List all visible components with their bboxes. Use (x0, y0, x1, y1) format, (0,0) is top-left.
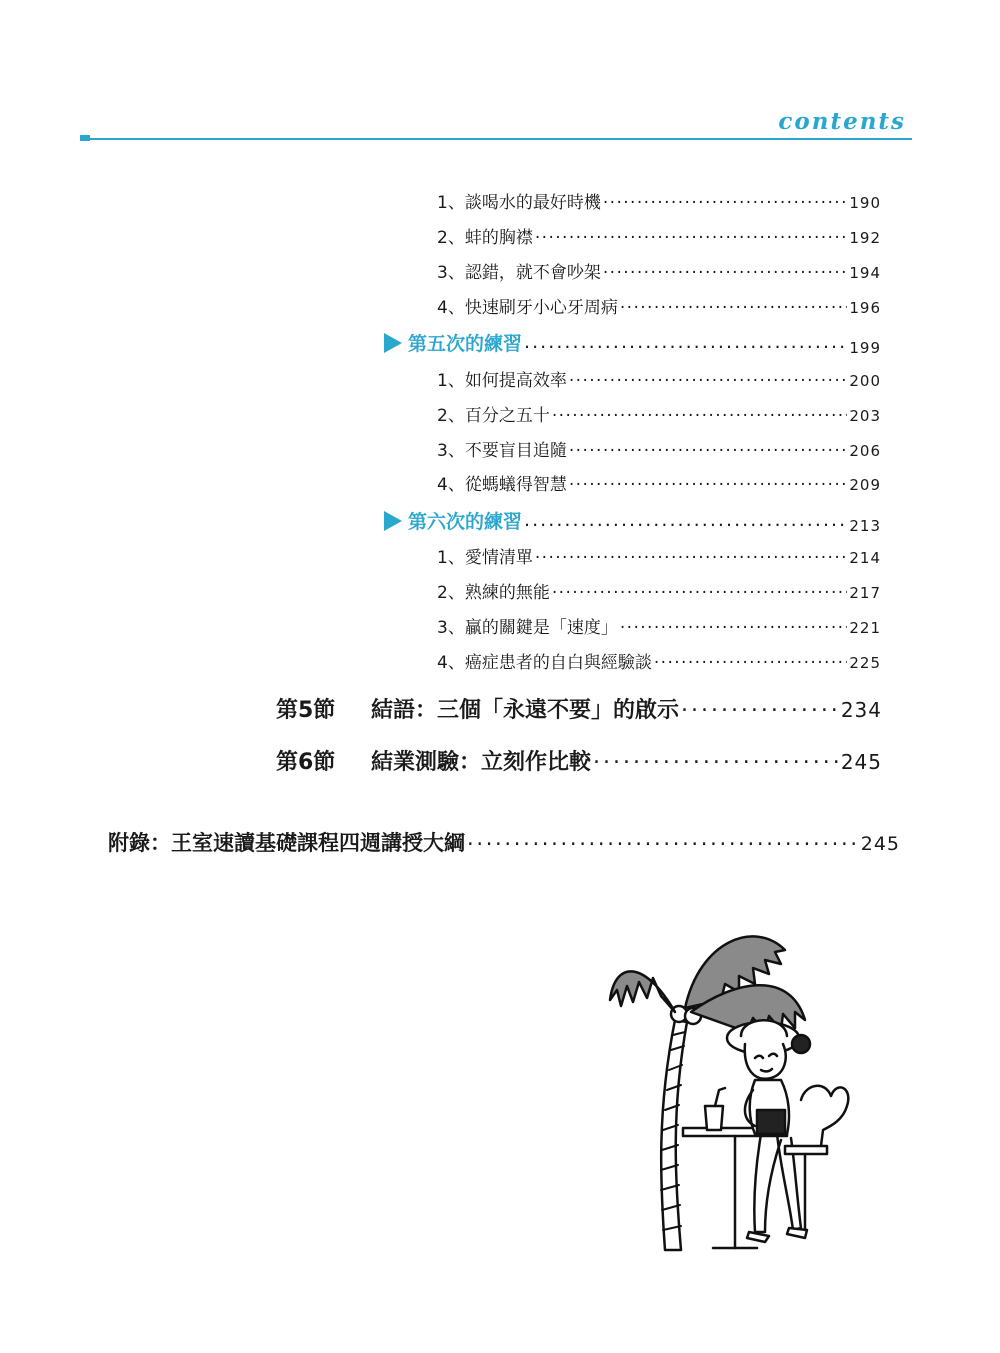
toc-section-page: 213 (849, 516, 881, 535)
dot-leader (535, 546, 848, 563)
toc-chapter-number: 第6節 (276, 750, 336, 775)
dot-leader (593, 747, 839, 769)
toc-entry (437, 366, 881, 391)
dot-leader (603, 191, 848, 208)
toc-entry-page: 206 (849, 442, 881, 460)
dot-leader (569, 439, 848, 456)
toc-entry-page: 203 (849, 407, 881, 425)
dot-leader (681, 695, 839, 717)
triangle-bullet-icon (384, 511, 402, 531)
toc-entry-label: 1、愛情清單 (437, 548, 533, 568)
toc-appendix-page: 245 (860, 833, 900, 855)
toc-entry-label: 2、熟練的無能 (437, 583, 550, 603)
toc-entry-label: 4、從螞蟻得智慧 (437, 475, 567, 495)
dot-leader (603, 261, 848, 278)
toc-chapter-number: 第5節 (276, 698, 336, 723)
dot-leader (552, 581, 848, 598)
toc-entry (437, 258, 881, 283)
toc-entry-page: 200 (849, 372, 881, 390)
dot-leader (535, 226, 848, 243)
toc-entry-label: 1、如何提高效率 (437, 371, 567, 391)
dot-leader (620, 616, 848, 633)
toc-entry-page: 209 (849, 476, 881, 494)
dot-leader (569, 369, 848, 386)
dot-leader (467, 829, 859, 850)
dot-leader (654, 651, 848, 668)
toc-entry-label: 2、蚌的胸襟 (437, 228, 533, 248)
dot-leader (552, 404, 848, 421)
toc-entry (437, 578, 881, 603)
toc-entry-page: 194 (849, 264, 881, 282)
toc-entry-page: 221 (849, 619, 881, 637)
toc-entry (437, 401, 881, 426)
toc-chapter-page: 245 (840, 750, 882, 774)
toc-section (384, 507, 881, 535)
toc-entry-page: 196 (849, 299, 881, 317)
toc-section-page: 199 (849, 338, 881, 357)
toc-entry (437, 543, 881, 568)
toc-chapter-label: 結語：三個「永遠不要」的啟示 (371, 698, 680, 723)
toc-entry-label: 3、認錯，就不會吵架 (437, 263, 601, 283)
toc-entry-label: 4、癌症患者的自白與經驗談 (437, 653, 652, 673)
toc-entry-page: 190 (849, 194, 881, 212)
toc-section (384, 329, 881, 357)
dot-leader (569, 473, 848, 490)
contents-header: contents (778, 108, 906, 135)
toc-entry-label: 2、百分之五十 (437, 406, 550, 426)
toc-entry (437, 188, 881, 213)
toc-entry-label: 4、快速刷牙小心牙周病 (437, 298, 618, 318)
toc-chapter-page: 234 (840, 698, 882, 722)
triangle-bullet-icon (384, 333, 402, 353)
toc-entry-page: 192 (849, 229, 881, 247)
toc-entry (437, 223, 881, 248)
toc-entry-label: 1、談喝水的最好時機 (437, 193, 601, 213)
toc-chapter (276, 745, 882, 776)
toc-chapter-label: 結業測驗：立刻作比較 (371, 750, 592, 775)
toc-section-label: 第六次的練習 (408, 511, 523, 533)
toc-appendix (108, 827, 900, 857)
toc-entry (437, 613, 881, 638)
toc-chapter (276, 693, 882, 724)
header-rule (80, 138, 912, 140)
toc-entry-page: 225 (849, 654, 881, 672)
dot-leader (524, 512, 847, 531)
toc-entry-label: 3、贏的關鍵是「速度」 (437, 618, 618, 638)
toc-entry (437, 648, 881, 673)
toc-entry-page: 214 (849, 549, 881, 567)
toc-entry (437, 436, 881, 461)
toc-section-label: 第五次的練習 (408, 333, 523, 355)
toc-entry-label: 3、不要盲目追隨 (437, 441, 567, 461)
palm-tree-illustration (605, 920, 860, 1255)
toc-appendix-label: 附錄：王室速讀基礎課程四週講授大綱 (108, 831, 465, 855)
dot-leader (524, 334, 847, 353)
dot-leader (620, 296, 848, 313)
toc-entry (437, 470, 881, 495)
toc-entry-page: 217 (849, 584, 881, 602)
toc-entry (437, 293, 881, 318)
